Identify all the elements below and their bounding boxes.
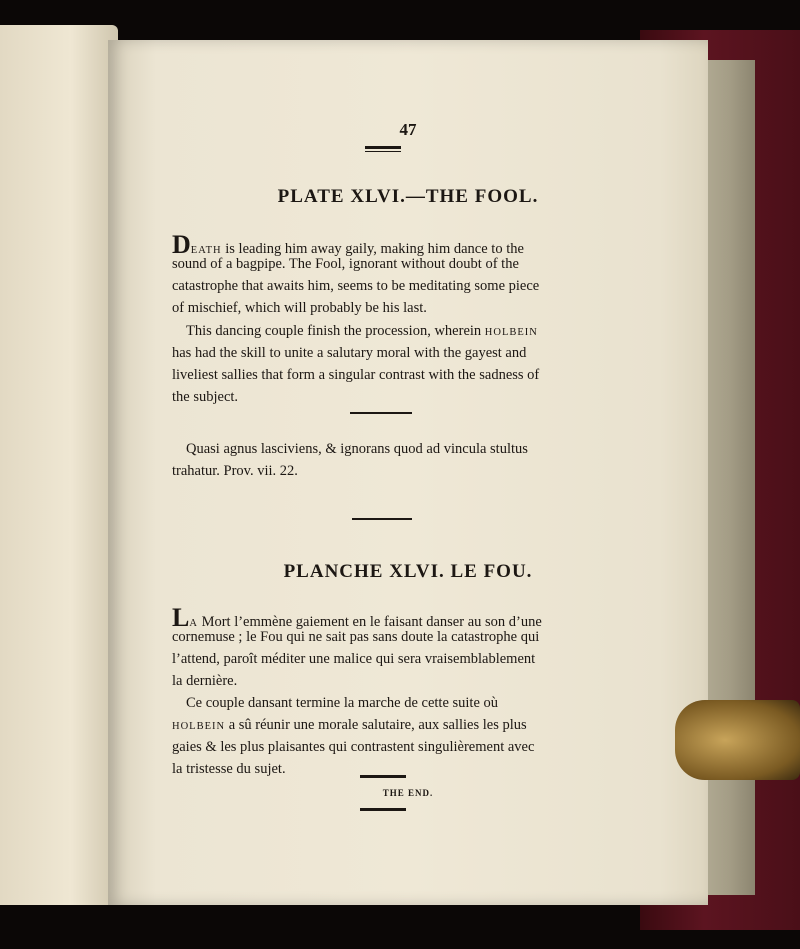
line-text: Mort l’emmène gaiement en le faisant danser au son d’une bbox=[197, 614, 542, 630]
french-para2-line2 bbox=[172, 717, 527, 734]
french-para2-line: la tristesse du sujet. bbox=[172, 761, 286, 777]
small-caps: HOLBEIN bbox=[484, 327, 538, 338]
line-text: a sû réunir une morale salutaire, aux sallies les plus bbox=[225, 717, 527, 733]
latin-line1: Quasi agnus lasciviens, & ignorans quod ad vincula stultus bbox=[186, 441, 528, 457]
latin-line2: trahatur. Prov. vii. 22. bbox=[172, 463, 298, 479]
line-text: is leading him away gaily, making him dance to the bbox=[221, 241, 524, 257]
french-para1-line: cornemuse ; le Fou qui ne sait pas sans doute la catastrophe qui bbox=[172, 629, 540, 645]
drop-cap: L bbox=[172, 603, 190, 632]
english-para2-line: has had the skill to unite a salutary moral with the gayest and bbox=[172, 345, 527, 361]
page-number: 47 bbox=[399, 120, 417, 139]
section-divider bbox=[350, 412, 412, 414]
french-para1-line: l’attend, paroît méditer une malice qui sera vraisemblablement bbox=[172, 651, 536, 667]
french-para2-line: gaies & les plus plaisantes qui contrastent singulièrement avec bbox=[172, 739, 535, 755]
english-heading: PLATE XLVI.—THE FOOL. bbox=[277, 186, 539, 207]
end-rule-bottom bbox=[360, 808, 406, 811]
english-para1-line: of mischief, which will probably be his last. bbox=[172, 300, 427, 316]
small-caps: A bbox=[189, 618, 198, 629]
header-rule-thin bbox=[365, 151, 401, 152]
small-caps: EATH bbox=[190, 245, 222, 256]
left-page bbox=[0, 25, 118, 905]
the-end: THE END. bbox=[382, 788, 434, 798]
line-text: This dancing couple finish the procession, wherein bbox=[186, 323, 485, 339]
french-para2-line1: Ce couple dansant termine la marche de cette suite où bbox=[186, 695, 499, 711]
section-divider bbox=[352, 518, 412, 520]
right-page bbox=[108, 40, 708, 905]
end-rule-top bbox=[360, 775, 406, 778]
header-rule bbox=[365, 146, 401, 149]
english-para2-line: liveliest sallies that form a singular contrast with the sadness of bbox=[172, 367, 540, 383]
english-para2-line: the subject. bbox=[172, 389, 239, 405]
french-heading: PLANCHE XLVI. LE FOU. bbox=[283, 561, 533, 582]
english-para2-line1 bbox=[186, 323, 538, 340]
english-para1-line: catastrophe that awaits him, seems to be meditating some piece bbox=[172, 278, 540, 294]
drop-cap: D bbox=[172, 230, 191, 259]
english-para1-line: sound of a bagpipe. The Fool, ignorant without doubt of the bbox=[172, 256, 519, 272]
small-caps: HOLBEIN bbox=[172, 721, 226, 732]
french-para1-line: la dernière. bbox=[172, 673, 238, 689]
brass-clasp bbox=[675, 700, 800, 780]
